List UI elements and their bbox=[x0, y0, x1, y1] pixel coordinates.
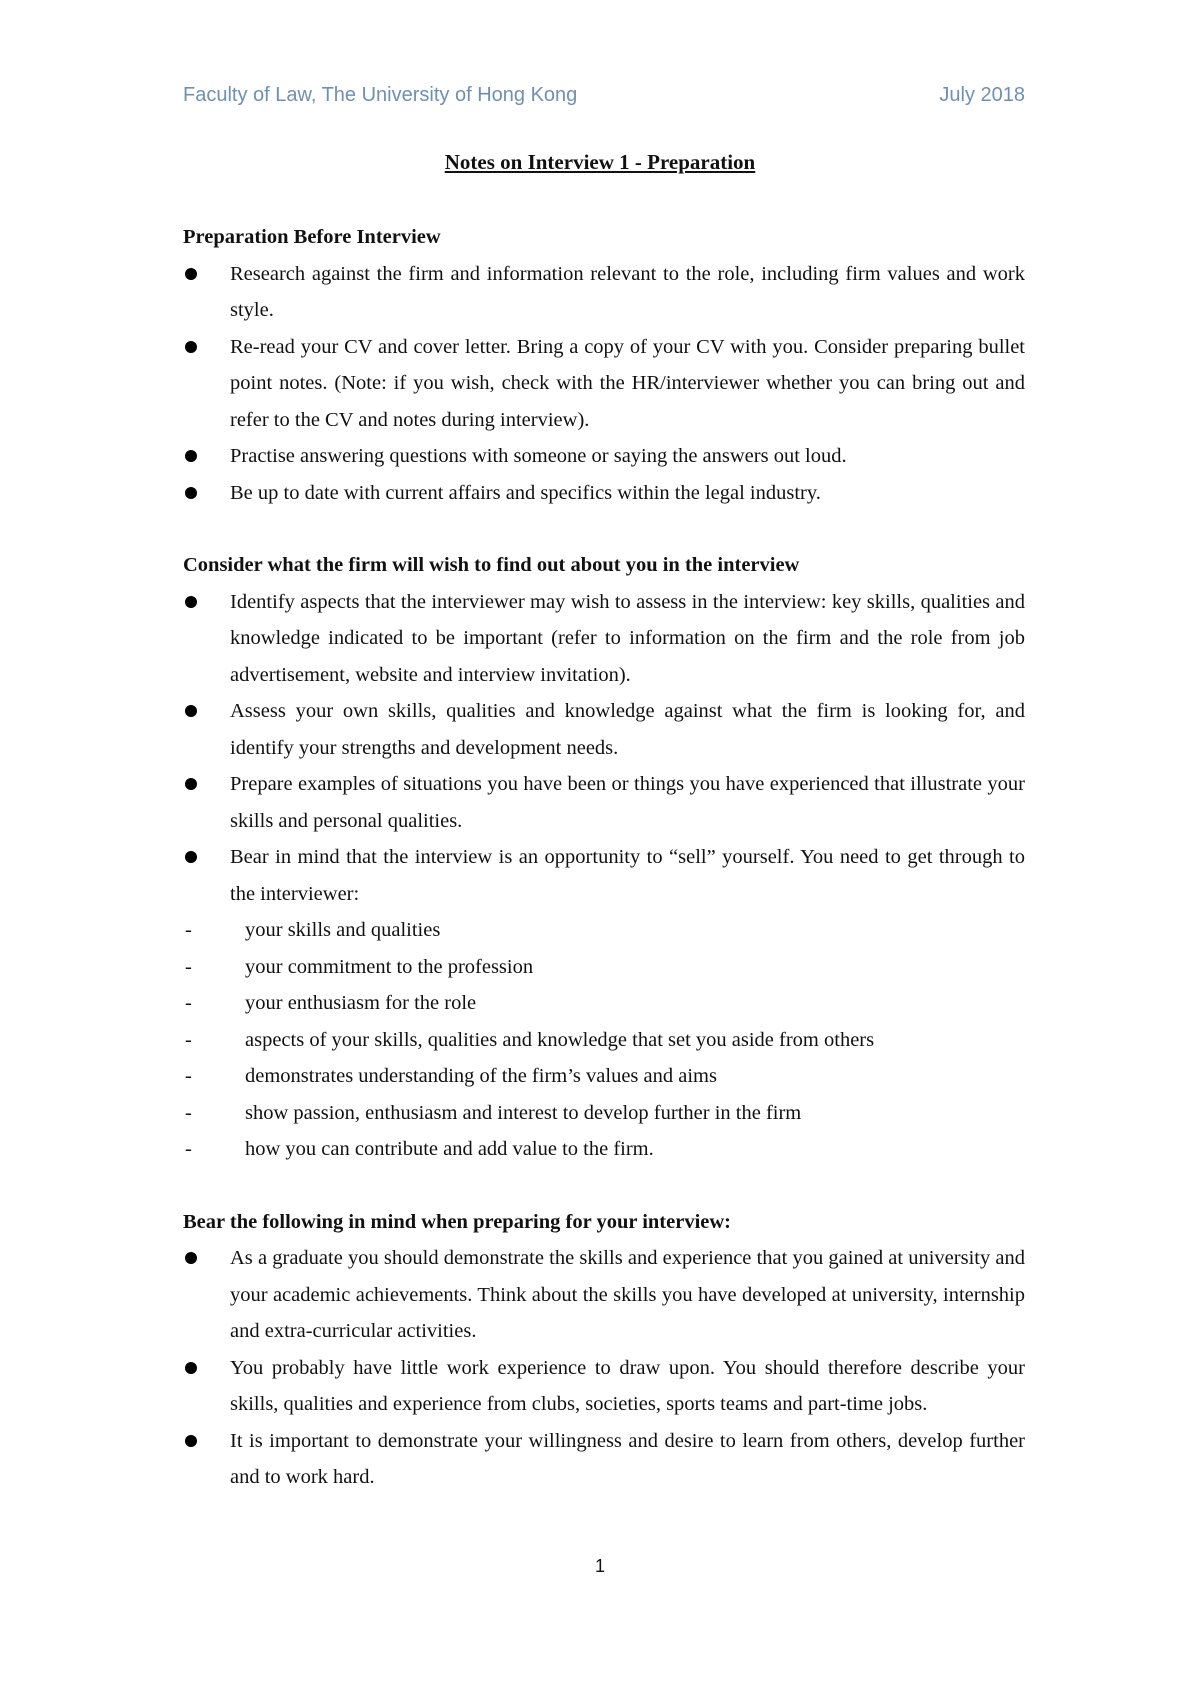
list-item bbox=[183, 1240, 1025, 1350]
list-item bbox=[183, 693, 1025, 766]
dash-item bbox=[183, 1058, 1025, 1095]
bullet-icon bbox=[185, 705, 197, 717]
page-number: 1 bbox=[594, 1556, 605, 1576]
dash-icon: - bbox=[185, 1028, 192, 1051]
dash-item bbox=[183, 949, 1025, 986]
dash-icon: - bbox=[185, 1065, 192, 1087]
bullet-list bbox=[183, 256, 1025, 512]
section-heading: Bear the following in mind when preparing for your interview: bbox=[183, 1210, 732, 1233]
dash-item-text: demonstrates understanding of the firm’s values and aims bbox=[245, 1065, 717, 1087]
section-what-firm-wants bbox=[183, 547, 1025, 1168]
list-item-text: Re-read your CV and cover letter. Bring a copy of your CV with you. Consider preparing bullet point notes. (Note: if you wish, check with the HR/interviewer whether you can bring out and refer to the CV and notes during interview). bbox=[230, 335, 1025, 431]
dash-item-text: your commitment to the profession bbox=[245, 955, 534, 978]
document-title: Notes on Interview 1 - Preparation bbox=[444, 150, 756, 174]
section-heading: Consider what the firm will wish to find out about you in the interview bbox=[183, 554, 800, 576]
dash-icon: - bbox=[185, 955, 192, 978]
list-item-text: It is important to demonstrate your willingness and desire to learn from others, develop further and to work hard. bbox=[230, 1429, 1025, 1488]
bullet-icon bbox=[185, 1435, 197, 1447]
bullet-icon bbox=[185, 268, 197, 280]
dash-item bbox=[183, 1022, 1025, 1059]
bullet-list bbox=[183, 1240, 1025, 1496]
list-item-text: Practise answering questions with someone or saying the answers out loud. bbox=[230, 445, 847, 467]
dash-item bbox=[183, 1131, 1025, 1168]
list-item bbox=[183, 766, 1025, 839]
document-body bbox=[183, 219, 1025, 1496]
list-item-text: You probably have little work experience to draw upon. You should therefore describe your skills, qualities and experience from clubs, societies, sports teams and part-time jobs. bbox=[230, 1356, 1025, 1415]
list-item-text: As a graduate you should demonstrate the skills and experience that you gained at university and your academic achievements. Think about the skills you have developed at university, internship and extra-curricular activities. bbox=[230, 1247, 1025, 1342]
list-item bbox=[183, 256, 1025, 329]
bullet-icon bbox=[185, 1252, 197, 1264]
list-item-text: Assess your own skills, qualities and knowledge against what the firm is looking for, and identify your strengths and development needs. bbox=[230, 700, 1025, 759]
dash-list bbox=[183, 912, 1025, 1168]
header-date: July 2018 bbox=[939, 84, 1025, 106]
bullet-icon bbox=[185, 596, 197, 608]
header-faculty: Faculty of Law, The University of Hong Kong bbox=[183, 84, 578, 106]
dash-item bbox=[183, 912, 1025, 949]
dash-item-text: aspects of your skills, qualities and knowledge that set you aside from others bbox=[245, 1028, 875, 1051]
dash-item-text: your skills and qualities bbox=[245, 919, 441, 941]
section-heading: Preparation Before Interview bbox=[183, 226, 441, 248]
list-item bbox=[183, 1423, 1025, 1496]
dash-item-text: show passion, enthusiasm and interest to develop further in the firm bbox=[245, 1101, 802, 1124]
list-item-text: Bear in mind that the interview is an opportunity to “sell” yourself. You need to get through to the interviewer: bbox=[230, 846, 1025, 905]
bullet-icon bbox=[185, 341, 197, 353]
bullet-icon bbox=[185, 851, 197, 863]
list-item-text: Be up to date with current affairs and specifics within the legal industry. bbox=[230, 481, 821, 504]
section-bear-in-mind bbox=[183, 1204, 1025, 1496]
bullet-icon bbox=[185, 778, 197, 790]
list-item bbox=[183, 1350, 1025, 1423]
bullet-icon bbox=[185, 450, 197, 462]
list-item-text: Prepare examples of situations you have been or things you have experienced that illustrate your skills and personal qualities. bbox=[230, 773, 1025, 832]
list-item bbox=[183, 584, 1025, 694]
section-preparation-before-interview bbox=[183, 219, 1025, 511]
dash-item-text: how you can contribute and add value to the firm. bbox=[245, 1138, 654, 1160]
dash-item-text: your enthusiasm for the role bbox=[245, 992, 477, 1014]
list-item bbox=[183, 839, 1025, 912]
list-item bbox=[183, 475, 1025, 512]
dash-item bbox=[183, 985, 1025, 1022]
bullet-icon bbox=[185, 1362, 197, 1374]
dash-icon: - bbox=[185, 992, 192, 1014]
list-item bbox=[183, 329, 1025, 439]
list-item-text: Identify aspects that the interviewer may wish to assess in the interview: key skills, qualities and knowledge indicated to be important (refer to information on the firm and the role from job advertisement, website and interview invitation). bbox=[230, 590, 1025, 686]
bullet-icon bbox=[185, 487, 197, 499]
bullet-list bbox=[183, 584, 1025, 913]
dash-icon: - bbox=[185, 1101, 192, 1124]
list-item bbox=[183, 438, 1025, 475]
dash-icon: - bbox=[185, 1138, 192, 1160]
dash-item bbox=[183, 1095, 1025, 1132]
list-item-text: Research against the firm and information relevant to the role, including firm values and work style. bbox=[230, 262, 1025, 321]
dash-icon: - bbox=[185, 919, 192, 941]
page-header bbox=[183, 84, 1025, 107]
